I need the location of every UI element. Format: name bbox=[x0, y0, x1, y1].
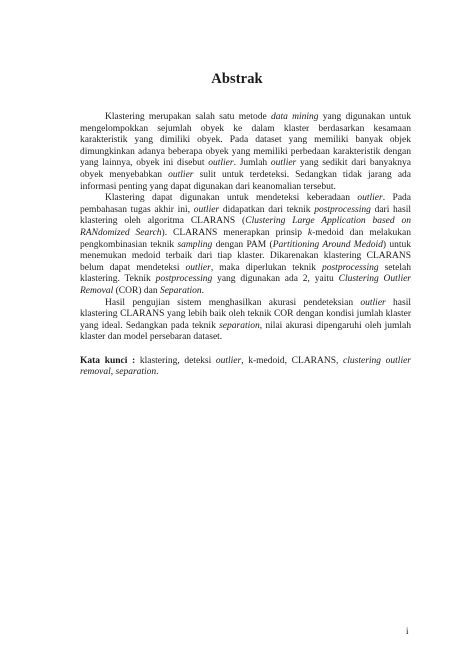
paragraph-text-run: outlier bbox=[168, 169, 194, 180]
paragraph-text-run: (COR) dan bbox=[113, 285, 160, 296]
paragraph-text-run: Klastering dapat digunakan untuk mendeteksi keberadaan bbox=[105, 193, 358, 204]
paragraph-text-run: sulit untuk terdeteksi. Sedangkan tidak jarang ada informasi penting yang dapat digunakan dari keanomalian tersebut. bbox=[80, 169, 412, 192]
paragraph-text-run: Clustering Outlier Removal bbox=[80, 274, 412, 296]
paragraph-text-run: . Jumlah bbox=[233, 158, 271, 169]
paragraph-text-run: yang sedikit dari banyaknya obyek menyebabkan bbox=[80, 158, 411, 180]
paragraph-text-run: separation bbox=[219, 320, 260, 331]
keywords-label: Kata kunci : bbox=[80, 355, 136, 366]
paragraph-text-run: , maka diperlukan teknik bbox=[210, 262, 322, 273]
paragraph-text-run: ) untuk menemukan medoid terbaik dari tiap klaster. Dikarenakan klastering CLARANS belum dapat mendeteksi bbox=[80, 239, 411, 273]
keywords-text-run: outlier bbox=[215, 355, 242, 366]
paragraph-text-run: , nilai akurasi dipengaruhi oleh jumlah klaster dan model persebaran dataset. bbox=[80, 320, 411, 343]
paragraph-text-run: Clustering Large Application based on RANdomized Search bbox=[80, 216, 412, 238]
paragraph-text-run: outlier bbox=[208, 158, 234, 169]
paragraph-text-run: data mining bbox=[270, 112, 319, 122]
paragraph-text-run: outlier bbox=[185, 262, 211, 273]
paragraph-text-run: dari hasil klastering oleh algoritma CLARANS ( bbox=[80, 204, 411, 227]
keywords-text-run: . bbox=[156, 367, 159, 378]
paragraph-text-run: outlier bbox=[360, 297, 386, 308]
paragraph-text-run: Klastering merupakan salah satu metode bbox=[105, 112, 271, 122]
paragraph-text-run: -medoid dan melakukan pengkombinasian teknik bbox=[80, 227, 411, 250]
abstract-paragraph-2 bbox=[80, 193, 411, 297]
paragraph-text-run: Hasil pengujian sistem menghasilkan akurasi pendeteksian bbox=[105, 297, 361, 308]
paragraph-text-run: . bbox=[201, 285, 205, 296]
abstract-paragraph-3 bbox=[80, 298, 411, 344]
abstract-title: Abstrak bbox=[211, 71, 263, 87]
paragraph-text-run: dengan PAM ( bbox=[212, 239, 273, 250]
paragraph-text-run: setelah klastering. Teknik bbox=[80, 262, 411, 285]
paragraph-text-run: didapatkan dari teknik bbox=[219, 204, 315, 215]
paragraph-text-run: postprocessing bbox=[155, 274, 213, 285]
paragraph-text-run: outlier bbox=[357, 193, 383, 204]
paragraph-text-run: hasil klastering CLARANS yang lebih baik oleh teknik COR dengan kondisi jumlah klaster yang ideal. Sedangkan pada teknik bbox=[80, 297, 411, 331]
paragraph-text-run: outlier bbox=[270, 158, 297, 169]
paragraph-text-run: yang digunakan ada 2, yaitu bbox=[212, 274, 339, 285]
paragraph-text-run: yang digunakan untuk mengelompokkan sejumlah obyek ke dalam klaster berdasarkan kesamaan karakteristik yang dimiliki obyek. Pada dataset yang memiliki banyak objek dimungkinkan adanya beberapa obyek yang memiliki perbedaan karakteristik dengan yang lainnya, obyek ini disebut bbox=[80, 112, 412, 169]
paragraph-text-run: Separation bbox=[159, 285, 202, 296]
paragraph-text-run: sampling bbox=[177, 239, 213, 250]
page-number: i bbox=[406, 626, 409, 636]
keywords-line bbox=[80, 356, 411, 379]
paragraph-text-run: Partitioning Around Medoid bbox=[272, 239, 383, 250]
paragraph-text-run: postprocessing bbox=[314, 204, 371, 215]
paragraph-text-run: . Pada pembahasan tugas akhir ini, bbox=[80, 193, 411, 215]
paragraph-text-run: outlier bbox=[193, 204, 220, 215]
keywords-text-run: , k-medoid, CLARANS, bbox=[241, 355, 344, 366]
paragraph-text-run: ). CLARANS menerapkan prinsip bbox=[161, 227, 308, 238]
abstract-body bbox=[80, 112, 411, 379]
abstract-paragraph-1 bbox=[80, 112, 411, 193]
paragraph-text-run: postprocessing bbox=[321, 262, 379, 273]
keywords-text-run: , bbox=[110, 367, 116, 378]
keywords-text-run: separation bbox=[115, 367, 157, 378]
paragraph-text-run: k bbox=[307, 227, 313, 238]
keywords-text-run: clustering outlier removal bbox=[80, 355, 411, 378]
keywords-text-run: klastering, deteksi bbox=[135, 355, 216, 366]
